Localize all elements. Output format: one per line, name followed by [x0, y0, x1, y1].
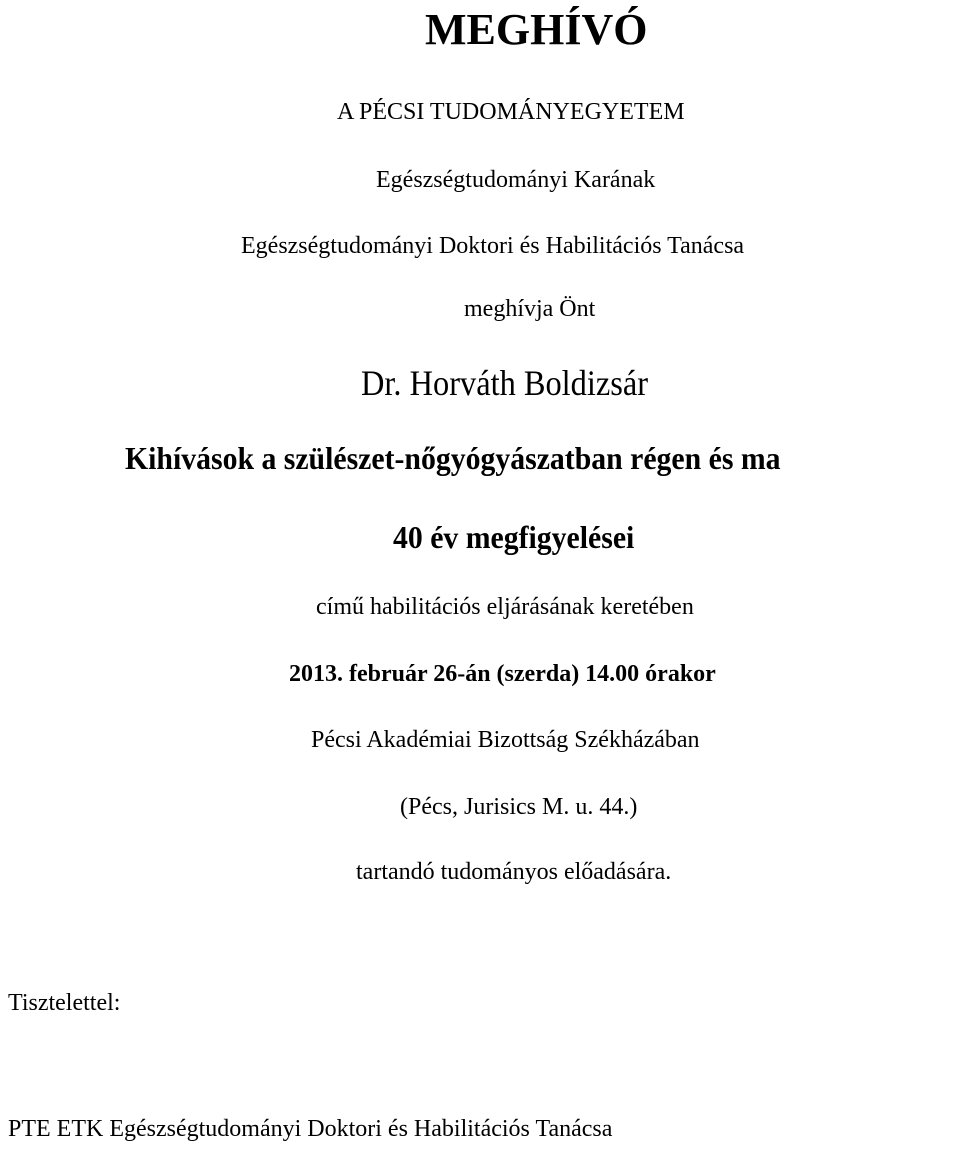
faculty-name: Egészségtudományi Karának [376, 167, 656, 193]
event-datetime: 2013. február 26-án (szerda) 14.00 órakor [289, 661, 716, 687]
council-name: Egészségtudományi Doktori és Habilitációs Tanácsa [241, 233, 745, 259]
invitation-title: MEGHÍVÓ [425, 5, 648, 54]
lecture-text: tartandó tudományos előadására. [356, 859, 672, 885]
institution-name: A PÉCSI TUDOMÁNYEGYETEM [337, 99, 685, 125]
signature-line: PTE ETK Egészségtudományi Doktori és Habilitációs Tanácsa [8, 1116, 613, 1142]
procedure-text: című habilitációs eljárásának keretében [316, 594, 694, 620]
closing-regards: Tisztelettel: [8, 990, 121, 1016]
lecture-topic: Kihívások a szülészet-nőgyógyászatban régen és ma [125, 440, 781, 476]
event-address: (Pécs, Jurisics M. u. 44.) [400, 794, 638, 820]
invites-text: meghívja Önt [464, 296, 596, 322]
event-venue: Pécsi Akadémiai Bizottság Székházában [311, 727, 700, 753]
lecture-subtopic: 40 év megfigyelései [393, 519, 635, 555]
speaker-name: Dr. Horváth Boldizsár [361, 363, 649, 403]
